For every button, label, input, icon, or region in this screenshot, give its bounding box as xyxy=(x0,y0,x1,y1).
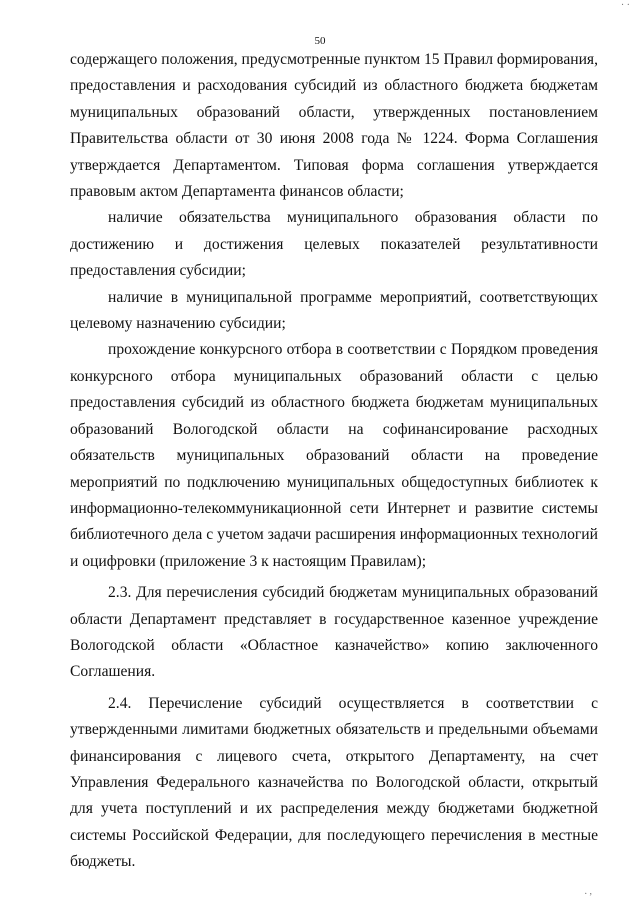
paragraph-competitive-selection: прохождение конкурсного отбора в соответствии с Порядком проведения конкурсного отбора муниципальных образований области с целью предоставления субсидий из областного бюджета бюджетам муниципальных образований Вологодской области на софинансирование расходных обязательств муниципальных образований области на проведение мероприятий по подключению муниципальных общедоступных библиотек к информационно-телекоммуникационной сети Интернет и развитие системы библиотечного дела с учетом задачи расширения информационных технологий и оцифровки (приложение 3 к настоящим Правилам); xyxy=(70,341,598,570)
document-body xyxy=(70,47,598,876)
page-number: 50 xyxy=(314,35,326,47)
paragraph-agreement-provisions: содержащего положения, предусмотренные пунктом 15 Правил формирования, предоставления и расходования субсидий из областного бюджета бюджетам муниципальных образований области, утвержденных постановлением Правительства области от 30 июня 2008 года № 1224. Форма Соглашения утверждается Департаментом. Типовая форма соглашения утверждается правовым актом Департамента финансов области; xyxy=(70,51,598,201)
paragraph-section-2-4: 2.4. Перечисление субсидий осуществляется в соответствии с утвержденными лимитами бюджетных обязательств и предельными объемами финансирования с лицевого счета, открытого Департаменту, на счет Управления Федерального казначейства по Вологодской области, открытый для учета поступлений и их распределения между бюджетами бюджетной системы Российской Федерации, для последующего перечисления в местные бюджеты. xyxy=(70,694,598,871)
paragraph-section-2-3: 2.3. Для перечисления субсидий бюджетам муниципальных образований области Департамент представляет в государственное казенное учреждение Вологодской области «Областное казначейство» копию заключенного Соглашения. xyxy=(70,584,598,681)
corner-scan-mark: · · xyxy=(620,0,630,11)
paragraph-program-measures: наличие в муниципальной программе мероприятий, соответствующих целевому назначению субсидии; xyxy=(70,288,598,333)
paragraph-obligation-indicators: наличие обязательства муниципального образования области по достижению и достижения целевых показателей результативности предоставления субсидии; xyxy=(70,209,598,280)
corner-scan-mark-bottom: . , xyxy=(584,886,592,897)
